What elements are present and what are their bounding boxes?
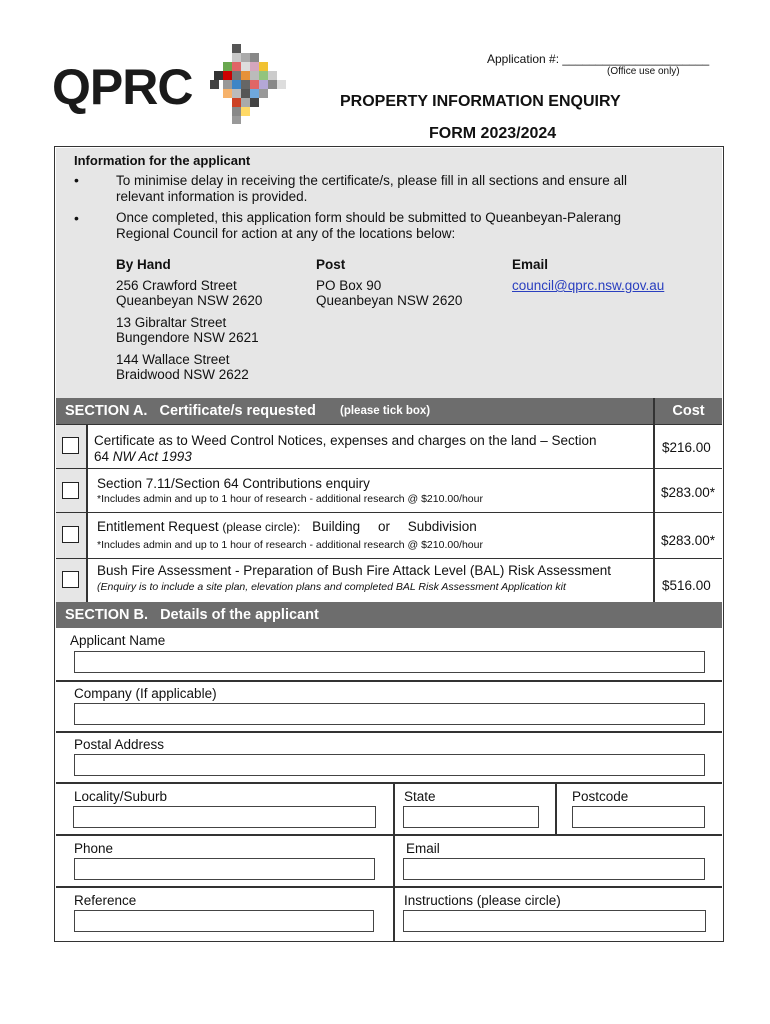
section-b-title: SECTION B. Details of the applicant — [65, 607, 319, 623]
postal-address-label: Postal Address — [74, 737, 165, 752]
row-divider — [56, 782, 722, 784]
qprc-logo-mosaic — [210, 44, 290, 124]
contributions-checkbox[interactable] — [62, 482, 79, 499]
info-bullet-1: To minimise delay in receiving the certificate/s, please fill in all sections and ensure all relevant information is provided. — [116, 173, 627, 204]
contributions-cost: $283.00* — [661, 485, 716, 500]
office-use-note: (Office use only) — [607, 66, 680, 77]
email-label: Email — [406, 841, 440, 856]
address-crawford: 256 Crawford Street Queanbeyan NSW 2620 — [116, 278, 263, 308]
application-number: Application #: ______________________ — [487, 52, 710, 66]
state-label: State — [404, 789, 436, 804]
weed-control-checkbox[interactable] — [62, 437, 79, 454]
section-a-note: (please tick box) — [340, 405, 431, 417]
info-bullet-2: Once completed, this application form should be submitted to Queanbeyan-Palerang Regional Council for action at any of the locations below: — [116, 210, 622, 241]
locality-label: Locality/Suburb — [74, 789, 168, 804]
row-divider — [86, 425, 88, 468]
column-divider — [393, 782, 395, 942]
instructions-input[interactable] — [403, 910, 706, 932]
by-hand-heading: By Hand — [116, 257, 171, 272]
bullet-icon: • — [74, 172, 79, 188]
contributions-title: Section 7.11/Section 64 Contributions enquiry — [97, 476, 370, 491]
form-title-line2: FORM 2023/2024 — [429, 125, 557, 142]
address-wallace: 144 Wallace Street Braidwood NSW 2622 — [116, 352, 249, 382]
certificate-row-weed — [56, 424, 722, 468]
post-heading: Post — [316, 257, 346, 272]
entitlement-title: Entitlement Request (please circle): Building or Subdivision — [97, 519, 477, 534]
instructions-label: Instructions (please circle) — [404, 893, 561, 908]
email-input[interactable] — [403, 858, 705, 880]
weed-control-cost: $216.00 — [662, 440, 711, 455]
section-a-header — [56, 398, 653, 424]
row-divider — [56, 834, 722, 836]
contributions-note: *Includes admin and up to 1 hour of research - additional research @ $210.00/hour — [97, 493, 483, 505]
qprc-logo-text: QPRC — [52, 59, 193, 115]
info-title: Information for the applicant — [74, 153, 251, 168]
row-divider — [56, 680, 722, 682]
entitlement-checkbox[interactable] — [62, 526, 79, 543]
certificate-row-bushfire — [56, 558, 722, 602]
building-option[interactable]: Building — [312, 519, 361, 534]
reference-label: Reference — [74, 893, 137, 908]
phone-input[interactable] — [74, 858, 375, 880]
state-input[interactable] — [403, 806, 539, 828]
row-divider — [86, 469, 88, 512]
company-label: Company (If applicable) — [74, 686, 217, 701]
reference-input[interactable] — [74, 910, 374, 932]
certificate-row-contributions — [56, 468, 722, 512]
address-gibraltar: 13 Gibraltar Street Bungendore NSW 2621 — [116, 315, 259, 345]
row-divider — [56, 731, 722, 733]
applicant-name-input[interactable] — [74, 651, 705, 673]
bushfire-checkbox[interactable] — [62, 571, 79, 588]
column-divider — [555, 782, 557, 834]
applicant-name-label: Applicant Name — [70, 633, 166, 648]
bushfire-note: (Enquiry is to include a site plan, elevation plans and completed BAL Risk Assessment Application kit — [97, 581, 566, 593]
company-input[interactable] — [74, 703, 705, 725]
subdivision-option[interactable]: Subdivision — [407, 519, 477, 534]
row-divider — [86, 513, 88, 558]
phone-label: Phone — [74, 841, 114, 856]
certificate-row-entitlement — [56, 512, 722, 558]
bullet-icon: • — [74, 210, 79, 226]
form-title-line1: PROPERTY INFORMATION ENQUIRY — [340, 93, 621, 110]
weed-control-text: Certificate as to Weed Control Notices, expenses and charges on the land – Section 64 NW Act 1993 — [94, 433, 597, 464]
section-b-header — [56, 602, 722, 628]
entitlement-cost: $283.00* — [661, 533, 716, 548]
postal-address-input[interactable] — [74, 754, 705, 776]
council-email-link[interactable]: council@qprc.nsw.gov.au — [512, 278, 665, 293]
postcode-label: Postcode — [572, 789, 629, 804]
row-divider — [56, 886, 722, 888]
bushfire-title: Bush Fire Assessment - Preparation of Bush Fire Attack Level (BAL) Risk Assessment — [97, 563, 611, 578]
row-divider — [86, 559, 88, 602]
email-heading: Email — [512, 257, 549, 272]
bushfire-cost: $516.00 — [662, 578, 711, 593]
locality-input[interactable] — [73, 806, 376, 828]
postcode-input[interactable] — [572, 806, 705, 828]
cost-header: Cost — [655, 398, 722, 424]
section-a-title: SECTION A. Certificate/s requested — [65, 403, 316, 419]
entitlement-note: *Includes admin and up to 1 hour of research - additional research @ $210.00/hour — [97, 539, 483, 551]
post-address: PO Box 90 Queanbeyan NSW 2620 — [316, 278, 463, 308]
